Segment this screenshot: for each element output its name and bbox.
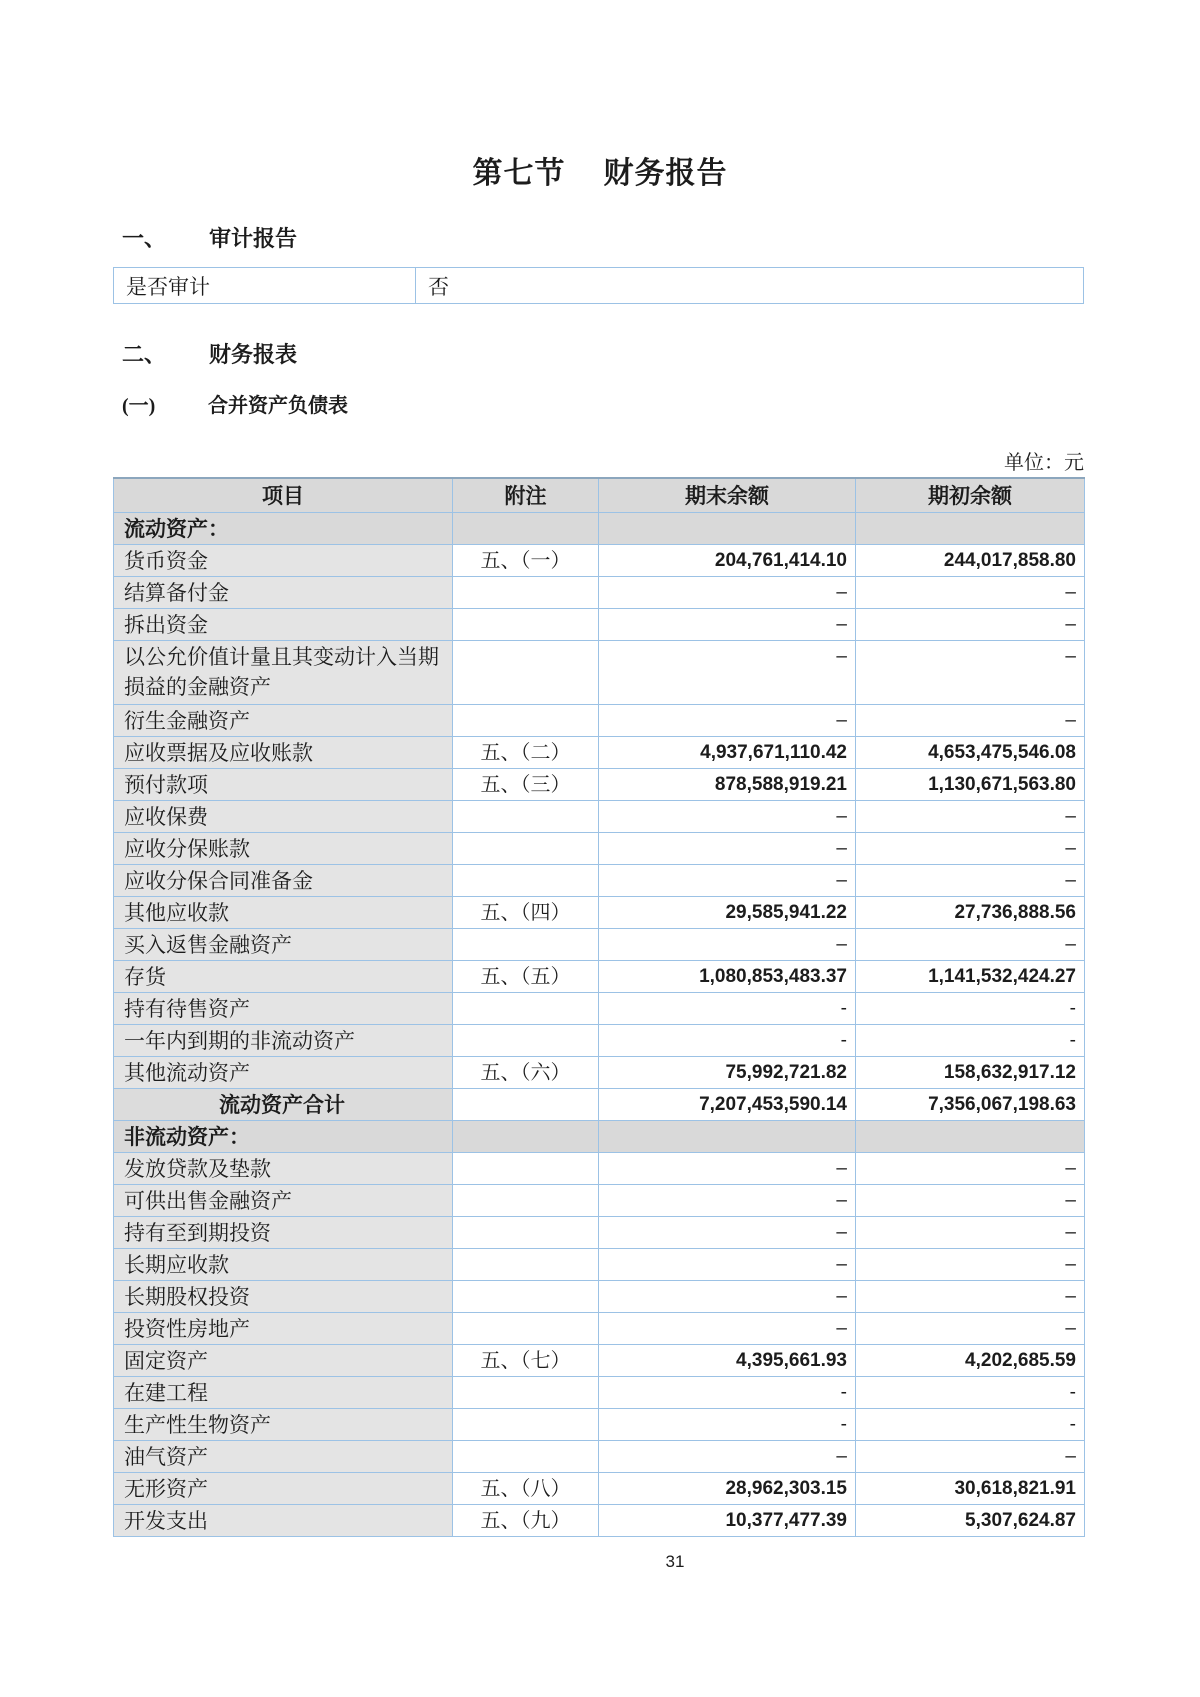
table-row	[114, 896, 1085, 928]
begin-balance-cell	[856, 1120, 1085, 1152]
begin-balance-cell: 158,632,917.12	[856, 1056, 1085, 1088]
end-balance-cell: –	[599, 704, 856, 736]
note-cell	[453, 1088, 599, 1120]
note-cell	[453, 1408, 599, 1440]
page-number: 31	[665, 1552, 685, 1571]
begin-balance-cell: –	[856, 928, 1085, 960]
note-cell	[453, 640, 599, 704]
item-cell: 流动资产合计	[114, 1088, 453, 1120]
note-cell	[453, 864, 599, 896]
item-cell: 长期应收款	[114, 1248, 453, 1280]
begin-balance-cell: –	[856, 800, 1085, 832]
begin-balance-cell: 1,141,532,424.27	[856, 960, 1085, 992]
end-balance-cell: –	[599, 1440, 856, 1472]
item-cell: 非流动资产：	[114, 1120, 453, 1152]
unit-label: 单位：元	[1004, 452, 1084, 474]
item-cell: 投资性房地产	[114, 1312, 453, 1344]
item-cell: 买入返售金融资产	[114, 928, 453, 960]
begin-balance-cell: –	[856, 1216, 1085, 1248]
note-cell	[453, 1376, 599, 1408]
begin-balance-cell: –	[856, 832, 1085, 864]
item-cell: 油气资产	[114, 1440, 453, 1472]
note-cell	[453, 928, 599, 960]
end-balance-cell: 10,377,477.39	[599, 1504, 856, 1536]
page-title-section-no: 第七节	[472, 157, 566, 190]
table-row	[114, 1504, 1085, 1536]
table-row	[114, 1312, 1085, 1344]
table-row	[114, 1344, 1085, 1376]
item-cell: 无形资产	[114, 1472, 453, 1504]
item-cell: 衍生金融资产	[114, 704, 453, 736]
end-balance-cell: –	[599, 864, 856, 896]
note-cell: 五、（六）	[453, 1056, 599, 1088]
table-row	[114, 1280, 1085, 1312]
item-cell: 开发支出	[114, 1504, 453, 1536]
begin-balance-cell: 7,356,067,198.63	[856, 1088, 1085, 1120]
end-balance-cell: –	[599, 608, 856, 640]
begin-balance-cell: 30,618,821.91	[856, 1472, 1085, 1504]
note-cell	[453, 576, 599, 608]
item-cell: 结算备付金	[114, 576, 453, 608]
table-row	[114, 992, 1085, 1024]
item-cell: 以公允价值计量且其变动计入当期损益的金融资产	[114, 640, 453, 704]
heading-audit-report	[122, 222, 297, 253]
table-row	[114, 1024, 1085, 1056]
begin-balance-cell: –	[856, 640, 1085, 704]
table-row	[114, 1248, 1085, 1280]
note-cell	[453, 512, 599, 544]
begin-balance-cell: 4,653,475,546.08	[856, 736, 1085, 768]
begin-balance-cell: 1,130,671,563.80	[856, 768, 1085, 800]
table-row	[114, 608, 1085, 640]
end-balance-cell: 29,585,941.22	[599, 896, 856, 928]
end-balance-cell: -	[599, 1024, 856, 1056]
note-cell	[453, 1216, 599, 1248]
table-row	[114, 800, 1085, 832]
item-cell: 持有至到期投资	[114, 1216, 453, 1248]
begin-balance-cell: -	[856, 1376, 1085, 1408]
begin-balance-cell: –	[856, 1440, 1085, 1472]
note-cell	[453, 800, 599, 832]
begin-balance-cell: –	[856, 1184, 1085, 1216]
end-balance-cell: 1,080,853,483.37	[599, 960, 856, 992]
note-cell	[453, 704, 599, 736]
end-balance-cell: –	[599, 1312, 856, 1344]
end-balance-cell: –	[599, 1184, 856, 1216]
begin-balance-cell: -	[856, 1024, 1085, 1056]
heading-balance-sheet	[122, 389, 348, 418]
item-cell: 货币资金	[114, 544, 453, 576]
page-title-text: 财务报告	[603, 157, 728, 190]
item-cell: 流动资产：	[114, 512, 453, 544]
end-balance-cell: 75,992,721.82	[599, 1056, 856, 1088]
note-cell	[453, 1440, 599, 1472]
note-cell	[453, 608, 599, 640]
begin-balance-cell: –	[856, 864, 1085, 896]
balance-sheet-header-row	[114, 478, 1085, 512]
end-balance-cell: –	[599, 928, 856, 960]
table-row	[114, 1152, 1085, 1184]
note-cell	[453, 1120, 599, 1152]
table-row	[114, 1408, 1085, 1440]
item-cell: 发放贷款及垫款	[114, 1152, 453, 1184]
item-cell: 拆出资金	[114, 608, 453, 640]
end-balance-cell: –	[599, 832, 856, 864]
table-row	[114, 1120, 1085, 1152]
balance-sheet-body	[114, 512, 1085, 1536]
table-row	[114, 1440, 1085, 1472]
table-row	[114, 960, 1085, 992]
table-row	[114, 704, 1085, 736]
begin-balance-cell: 244,017,858.80	[856, 544, 1085, 576]
audit-question-cell: 是否审计	[114, 268, 416, 304]
column-header-1: 附注	[453, 478, 599, 512]
note-cell: 五、（九）	[453, 1504, 599, 1536]
table-row	[114, 832, 1085, 864]
heading-statements-title: 财务报表	[209, 342, 298, 367]
end-balance-cell: –	[599, 576, 856, 608]
table-row	[114, 640, 1085, 704]
item-cell: 一年内到期的非流动资产	[114, 1024, 453, 1056]
note-cell: 五、（三）	[453, 768, 599, 800]
column-header-0: 项目	[114, 478, 453, 512]
note-cell: 五、（二）	[453, 736, 599, 768]
heading-audit-title: 审计报告	[209, 226, 298, 251]
table-row	[114, 768, 1085, 800]
begin-balance-cell: –	[856, 1280, 1085, 1312]
end-balance-cell: –	[599, 1216, 856, 1248]
begin-balance-cell: 27,736,888.56	[856, 896, 1085, 928]
end-balance-cell: –	[599, 1280, 856, 1312]
column-header-2: 期末余额	[599, 478, 856, 512]
table-row	[114, 736, 1085, 768]
item-cell: 应收分保账款	[114, 832, 453, 864]
note-cell: 五、（五）	[453, 960, 599, 992]
begin-balance-cell: –	[856, 1248, 1085, 1280]
end-balance-cell	[599, 1120, 856, 1152]
audit-table	[113, 267, 1084, 304]
table-row	[114, 1056, 1085, 1088]
end-balance-cell: 4,937,671,110.42	[599, 736, 856, 768]
audit-answer-cell: 否	[416, 268, 1084, 304]
begin-balance-cell: –	[856, 1312, 1085, 1344]
note-cell	[453, 1024, 599, 1056]
table-row	[114, 576, 1085, 608]
note-cell	[453, 1312, 599, 1344]
table-row	[114, 864, 1085, 896]
end-balance-cell: 204,761,414.10	[599, 544, 856, 576]
note-cell	[453, 1280, 599, 1312]
begin-balance-cell: –	[856, 608, 1085, 640]
item-cell: 其他应收款	[114, 896, 453, 928]
begin-balance-cell: 5,307,624.87	[856, 1504, 1085, 1536]
item-cell: 应收票据及应收账款	[114, 736, 453, 768]
item-cell: 存货	[114, 960, 453, 992]
end-balance-cell: –	[599, 640, 856, 704]
begin-balance-cell: –	[856, 704, 1085, 736]
balance-sheet-header	[114, 478, 1085, 512]
end-balance-cell: 7,207,453,590.14	[599, 1088, 856, 1120]
end-balance-cell: 4,395,661.93	[599, 1344, 856, 1376]
note-cell	[453, 1184, 599, 1216]
table-row	[114, 1216, 1085, 1248]
begin-balance-cell: –	[856, 576, 1085, 608]
note-cell	[453, 832, 599, 864]
table-row	[114, 1088, 1085, 1120]
end-balance-cell: –	[599, 800, 856, 832]
table-row	[114, 544, 1085, 576]
item-cell: 长期股权投资	[114, 1280, 453, 1312]
table-row	[114, 1472, 1085, 1504]
begin-balance-cell: 4,202,685.59	[856, 1344, 1085, 1376]
item-cell: 可供出售金融资产	[114, 1184, 453, 1216]
item-cell: 在建工程	[114, 1376, 453, 1408]
note-cell: 五、（八）	[453, 1472, 599, 1504]
note-cell: 五、（四）	[453, 896, 599, 928]
column-header-3: 期初余额	[856, 478, 1085, 512]
begin-balance-cell: –	[856, 1152, 1085, 1184]
note-cell	[453, 1152, 599, 1184]
audit-table-row	[114, 268, 1084, 304]
table-row	[114, 928, 1085, 960]
table-row	[114, 1184, 1085, 1216]
end-balance-cell: 28,962,303.15	[599, 1472, 856, 1504]
table-row	[114, 512, 1085, 544]
begin-balance-cell	[856, 512, 1085, 544]
end-balance-cell	[599, 512, 856, 544]
item-cell: 固定资产	[114, 1344, 453, 1376]
item-cell: 应收保费	[114, 800, 453, 832]
begin-balance-cell: -	[856, 992, 1085, 1024]
heading-balance-sheet-number: (一)	[122, 395, 156, 417]
end-balance-cell: –	[599, 1248, 856, 1280]
item-cell: 其他流动资产	[114, 1056, 453, 1088]
note-cell	[453, 992, 599, 1024]
begin-balance-cell: -	[856, 1408, 1085, 1440]
page-title	[0, 148, 1200, 192]
end-balance-cell: -	[599, 1376, 856, 1408]
heading-balance-sheet-title: 合并资产负债表	[208, 395, 348, 417]
end-balance-cell: -	[599, 992, 856, 1024]
note-cell	[453, 1248, 599, 1280]
heading-statements-number: 二、	[122, 342, 167, 367]
end-balance-cell: -	[599, 1408, 856, 1440]
item-cell: 持有待售资产	[114, 992, 453, 1024]
item-cell: 应收分保合同准备金	[114, 864, 453, 896]
item-cell: 生产性生物资产	[114, 1408, 453, 1440]
heading-financial-statements	[122, 338, 297, 369]
balance-sheet-table	[113, 477, 1085, 1537]
heading-audit-number: 一、	[122, 226, 167, 251]
item-cell: 预付款项	[114, 768, 453, 800]
end-balance-cell: –	[599, 1152, 856, 1184]
note-cell: 五、（一）	[453, 544, 599, 576]
end-balance-cell: 878,588,919.21	[599, 768, 856, 800]
table-row	[114, 1376, 1085, 1408]
note-cell: 五、（七）	[453, 1344, 599, 1376]
